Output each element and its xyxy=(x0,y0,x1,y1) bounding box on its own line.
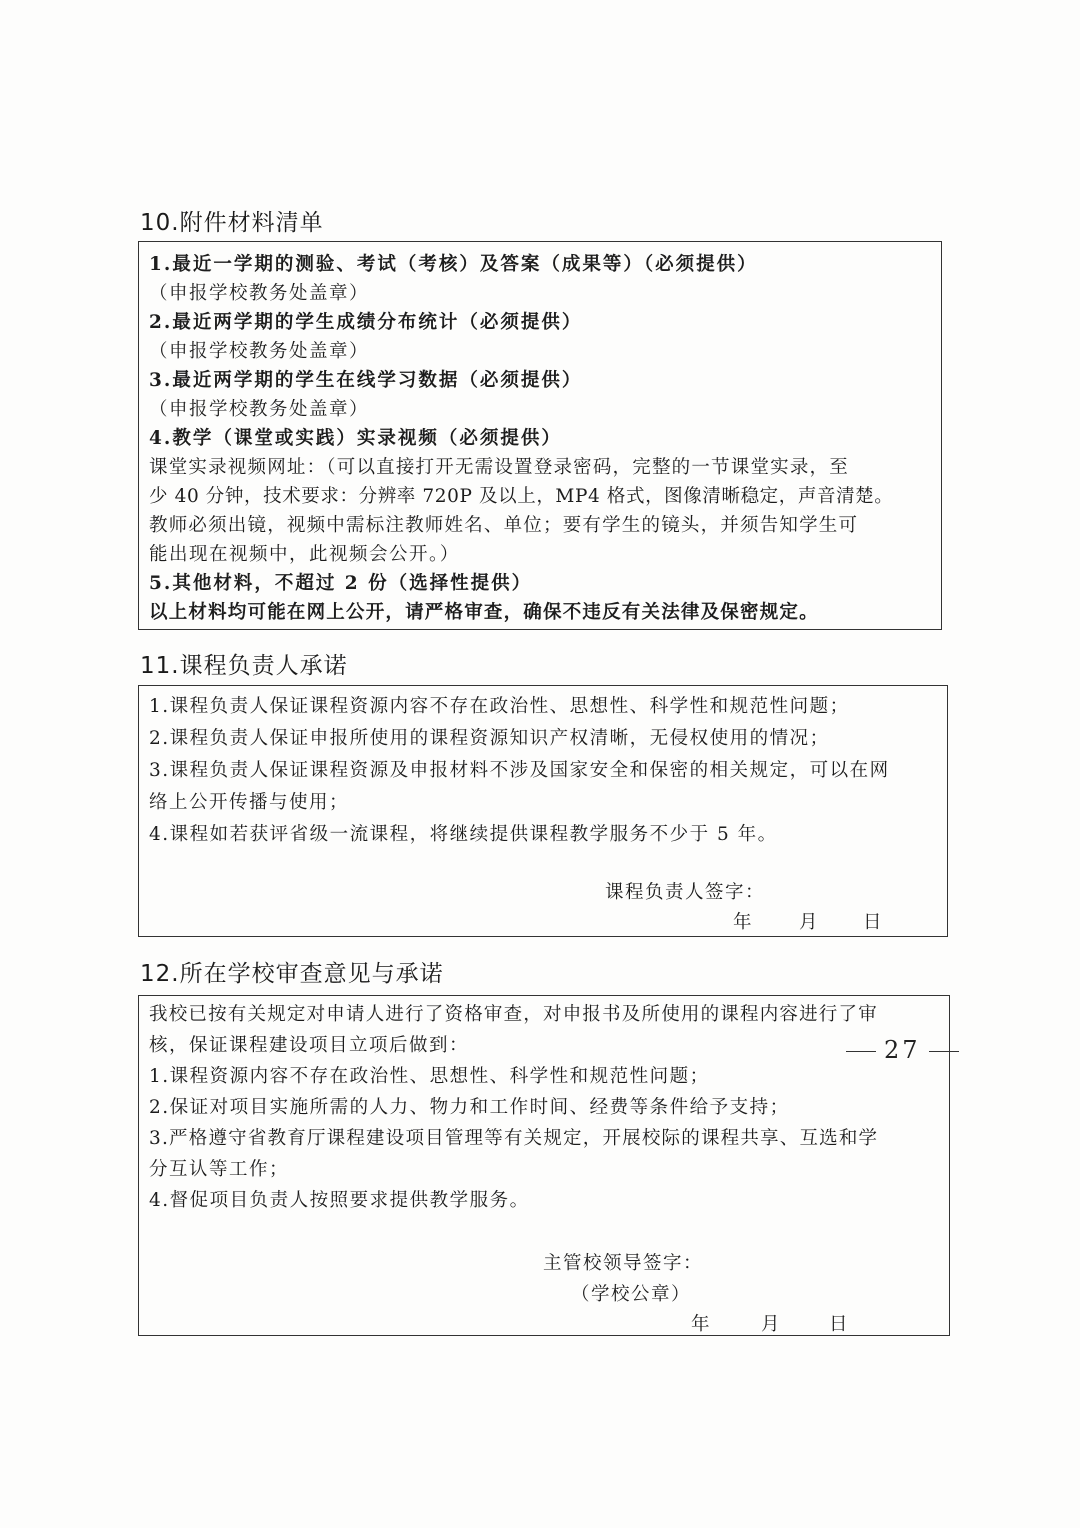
pledge-line-3: 3.课程负责人保证课程资源及申报材料不涉及国家安全和保密的相关规定，可以在网 xyxy=(149,760,890,781)
section-10-title: 10.附件材料清单 xyxy=(140,210,324,236)
page-number-dash-right xyxy=(929,1051,959,1053)
school-date-day: 日 xyxy=(829,1314,850,1335)
page-number xyxy=(838,1036,967,1064)
course-leader-date-day: 日 xyxy=(863,912,884,933)
school-review-line-3: 1.课程资源内容不存在政治性、思想性、科学性和规范性问题； xyxy=(149,1066,710,1087)
attachment-item-2-note: （申报学校教务处盖章） xyxy=(149,341,370,362)
attachment-item-3-title: 3.最近两学期的学生在线学习数据（必须提供） xyxy=(149,370,583,391)
attachment-item-4-line-3: 教师必须出镜，视频中需标注教师姓名、单位；要有学生的镜头，并须告知学生可 xyxy=(149,515,859,536)
attachment-item-5-title-optional: （选择性提供） xyxy=(388,573,533,594)
school-date-year: 年 xyxy=(691,1314,712,1335)
school-review-line-5: 3.严格遵守省教育厅课程建设项目管理等有关规定，开展校际的课程共享、互选和学 xyxy=(149,1128,879,1149)
course-leader-pledge-box xyxy=(138,685,948,937)
school-leader-signature-label: 主管校领导签字： xyxy=(543,1253,704,1274)
school-review-box xyxy=(138,995,950,1336)
section-12-title: 12.所在学校审查意见与承诺 xyxy=(140,961,444,987)
school-review-line-6: 分互认等工作； xyxy=(149,1159,290,1180)
pledge-line-1: 1.课程负责人保证课程资源内容不存在政治性、思想性、科学性和规范性问题； xyxy=(149,696,850,717)
school-seal-label: （学校公章） xyxy=(571,1284,692,1305)
school-review-line-1: 我校已按有关规定对申请人进行了资格审查，对申报书及所使用的课程内容进行了审 xyxy=(149,1004,878,1025)
attachment-item-3-note: （申报学校教务处盖章） xyxy=(149,399,370,420)
pledge-line-4: 络上公开传播与使用； xyxy=(149,792,350,813)
page-number-dash-left xyxy=(846,1051,876,1053)
attachment-item-4-line-4: 能出现在视频中，此视频会公开。） xyxy=(149,544,460,565)
school-review-line-2: 核，保证课程建设项目立项后做到： xyxy=(149,1035,470,1056)
page-number-value: 27 xyxy=(884,1036,921,1064)
attachment-warning: 以上材料均可能在网上公开，请严格审查，确保不违反有关法律及保密规定。 xyxy=(149,602,819,623)
pledge-line-2: 2.课程负责人保证申报所使用的课程资源知识产权清晰，无侵权使用的情况； xyxy=(149,728,830,749)
course-leader-date-year: 年 xyxy=(733,912,754,933)
attachment-item-4-line-2: 少 40 分钟，技术要求：分辨率 720P 及以上，MP4 格式，图像清晰稳定，声音清楚。 xyxy=(149,486,894,507)
attachment-item-1-note: （申报学校教务处盖章） xyxy=(149,283,370,304)
attachment-item-5-title-main: 5.其他材料，不超过 2 份 xyxy=(149,573,389,594)
course-leader-date-month: 月 xyxy=(799,912,820,933)
attachment-item-2-title: 2.最近两学期的学生成绩分布统计（必须提供） xyxy=(149,312,583,333)
attachment-item-5-title xyxy=(149,569,931,598)
pledge-line-5: 4.课程如若获评省级一流课程，将继续提供课程教学服务不少于 5 年。 xyxy=(149,824,778,845)
school-review-line-4: 2.保证对项目实施所需的人力、物力和工作时间、经费等条件给予支持； xyxy=(149,1097,790,1118)
section-11-title: 11.课程负责人承诺 xyxy=(140,653,348,679)
attachments-box xyxy=(138,241,942,630)
school-date-month: 月 xyxy=(761,1314,782,1335)
attachment-item-4-title: 4.教学（课堂或实践）实录视频（必须提供） xyxy=(149,428,562,449)
course-leader-signature-label: 课程负责人签字： xyxy=(605,882,766,903)
attachment-item-1-title: 1.最近一学期的测验、考试（考核）及答案（成果等）（必须提供） xyxy=(149,254,758,275)
school-review-line-7: 4.督促项目负责人按照要求提供教学服务。 xyxy=(149,1190,530,1211)
attachment-item-4-line-1: 课堂实录视频网址：（可以直接打开无需设置登录密码，完整的一节课堂实录，至 xyxy=(149,457,849,478)
